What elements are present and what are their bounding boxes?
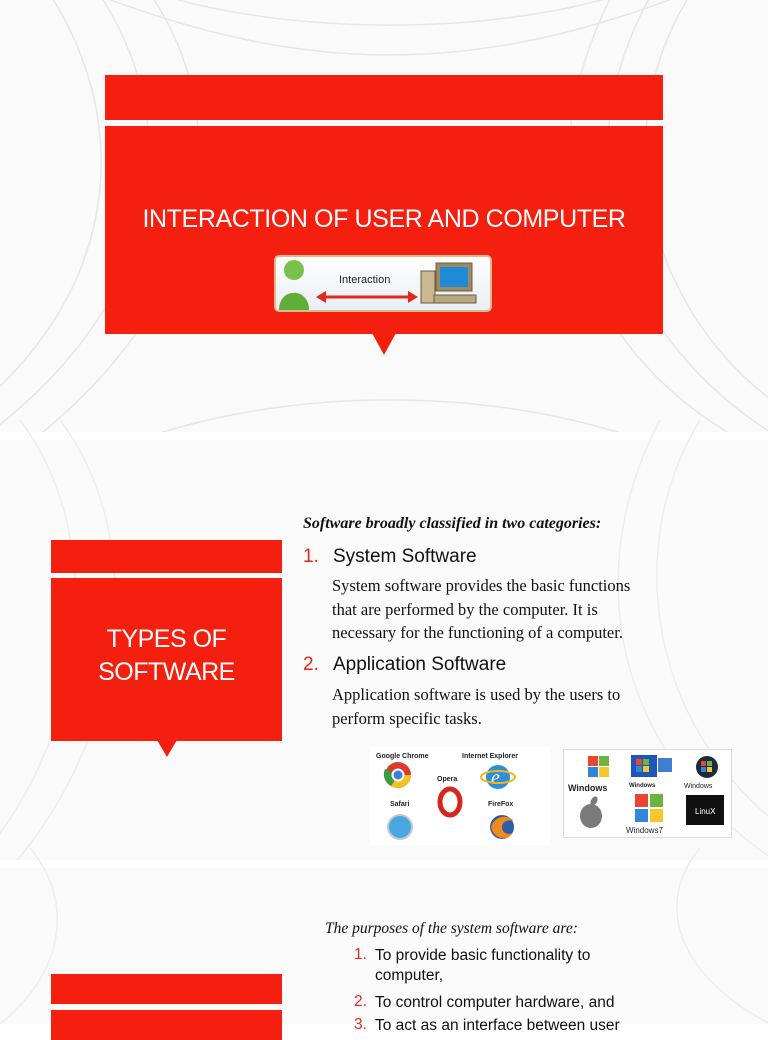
slide-types-of-software (0, 440, 768, 860)
apple-icon (580, 795, 602, 828)
list-item-line: To control computer hardware, and (375, 994, 615, 1011)
list-item-description (332, 574, 762, 645)
internet-explorer-icon (481, 765, 515, 789)
list-item-text (375, 946, 675, 986)
chrome-icon (384, 762, 411, 788)
linux-icon (686, 795, 724, 825)
browser-logos-image (370, 747, 550, 845)
list-number: 1. (354, 946, 367, 963)
logo-caption: Windows (629, 783, 656, 789)
windows-7-icon (635, 794, 663, 822)
windows-2000-icon (631, 755, 672, 777)
browser-icons (370, 747, 550, 845)
list-item-line: To act as an interface between user (375, 1017, 620, 1034)
logo-caption: Internet Explorer (462, 753, 519, 760)
description-line: Application software is used by the users to (332, 685, 621, 704)
slide-title (51, 623, 282, 689)
logo-caption: Windows (568, 783, 608, 793)
logo-caption: Safari (390, 801, 410, 808)
slide-system-software-purposes (0, 868, 768, 1034)
svg-text:LinuX: LinuX (695, 807, 716, 816)
firefox-icon (490, 815, 514, 839)
slide-title-line: TYPES OF (106, 625, 227, 653)
windows-logos-image (563, 749, 732, 838)
intro-text: Software broadly classified in two categories: (303, 515, 602, 532)
list-item-text (375, 1016, 675, 1036)
title-bar-top (105, 75, 663, 120)
title-box-pointer (157, 740, 177, 757)
description-line: perform specific tasks. (332, 708, 482, 728)
logo-caption: Windows7 (626, 826, 663, 835)
list-item-description (332, 683, 762, 730)
list-item-line: To provide basic functionality to (375, 947, 591, 964)
title-bar-top (51, 540, 282, 573)
svg-text:e: e (491, 767, 500, 789)
slide-gap (0, 860, 768, 868)
interaction-illustration (274, 255, 492, 312)
title-box-pointer (372, 333, 396, 355)
interaction-label: Interaction (339, 274, 391, 286)
slide-title-line: SOFTWARE (98, 658, 235, 686)
description-line: that are performed by the computer. It is (332, 599, 598, 619)
slide-interaction (0, 0, 768, 432)
logo-caption: Opera (437, 776, 458, 783)
safari-icon (388, 815, 412, 839)
list-number: 2. (354, 993, 367, 1010)
list-item-title: Application Software (333, 654, 507, 675)
title-bar-top (51, 974, 282, 1004)
opera-icon (440, 789, 460, 815)
list-item-title: System Software (333, 546, 477, 567)
intro-text: The purposes of the system software are: (325, 920, 578, 937)
list-number: 1. (303, 546, 319, 567)
logo-caption: FireFox (488, 801, 514, 808)
title-box (51, 1010, 282, 1040)
description-line: necessary for the functioning of a computer. (332, 623, 623, 642)
os-icons (564, 750, 733, 839)
logo-caption: Windows (684, 783, 713, 790)
list-item-line: computer, (375, 967, 444, 984)
list-number: 2. (303, 654, 319, 675)
logo-caption: Google Chrome (376, 753, 429, 760)
windows-vista-icon (696, 756, 718, 778)
windows-xp-icon (588, 756, 609, 777)
list-item-text (375, 993, 675, 1013)
description-line: System software provides the basic functions (332, 576, 631, 595)
slide-title: INTERACTION OF USER AND COMPUTER (142, 205, 626, 233)
list-number: 3. (354, 1016, 367, 1033)
